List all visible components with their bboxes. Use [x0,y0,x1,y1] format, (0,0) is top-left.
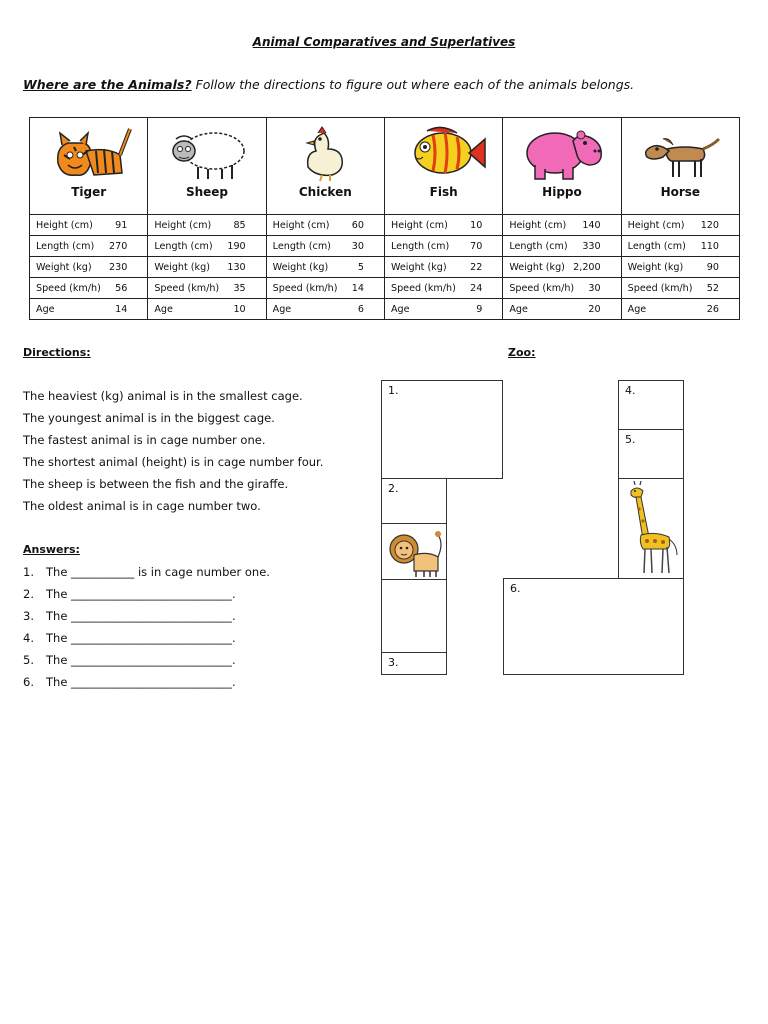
cage-2 [381,478,447,524]
lion-cage [381,523,447,580]
stat-label: Weight (kg) [509,261,565,273]
giraffe-cage [618,478,684,579]
answer-number: 1. [23,565,34,579]
stat-cell [148,278,266,299]
stat-label: Height (cm) [36,219,93,231]
stat-value: 14 [351,282,364,294]
answer-line [23,609,236,623]
animal-name: Fish [429,185,458,199]
cage-number: 4. [625,384,636,397]
stat-cell [266,257,384,278]
cage-3 [381,652,447,675]
zoo-heading: Zoo: [508,346,536,359]
answer-text: The ____________________________. [46,631,236,645]
stat-value: 20 [588,303,601,315]
stat-cell [266,278,384,299]
stat-cell [384,257,502,278]
stat-value: 230 [109,261,128,273]
stat-label: Speed (km/h) [627,282,693,294]
chicken-icon [282,121,368,183]
stat-label: Age [390,303,410,315]
answer-line [23,675,236,689]
page-title: Animal Comparatives and Superlatives [252,35,516,49]
stat-value: 91 [115,219,128,231]
stat-value: 14 [115,303,128,315]
stat-cell [384,215,502,236]
answer-number: 5. [23,653,34,667]
stat-value: 6 [357,303,364,315]
stat-value: 60 [351,219,364,231]
direction-line: The fastest animal is in cage number one. [23,433,266,447]
stat-label: Speed (km/h) [154,282,220,294]
stat-label: Speed (km/h) [36,282,101,294]
stat-value: 130 [227,261,246,273]
lion-icon [384,525,446,579]
stat-cell [30,278,148,299]
stat-cell [148,236,266,257]
stat-cell [621,257,739,278]
stat-value: 56 [115,282,128,294]
stat-cell [621,215,739,236]
stat-value: 26 [706,303,719,315]
horse-icon [637,121,723,183]
stat-label: Length (cm) [154,240,213,252]
stat-label: Height (cm) [509,219,567,231]
stat-cell [503,278,621,299]
stat-value: 30 [588,282,601,294]
stat-cell [148,257,266,278]
stat-cell [384,236,502,257]
cage-6 [503,578,684,675]
tiger-icon [46,121,132,183]
stat-label: Age [509,303,528,315]
stat-cell [148,299,266,320]
age-row [30,299,740,320]
direction-line: The sheep is between the fish and the giraffe. [23,477,289,491]
cage-number: 6. [510,582,521,595]
stat-cell [30,215,148,236]
stat-cell [266,236,384,257]
stat-value: 70 [470,240,483,252]
stat-label: Age [627,303,647,315]
stat-value: 10 [470,219,483,231]
stat-value: 24 [470,282,483,294]
stat-label: Age [36,303,55,315]
stat-value: 30 [351,240,364,252]
animal-name: Horse [660,185,701,199]
stat-value: 270 [109,240,128,252]
empty-cage [381,579,447,653]
sheep-icon [164,121,250,183]
weight-row [30,257,740,278]
answer-line [23,653,236,667]
stat-cell [621,299,739,320]
animal-header-row [30,118,740,215]
height-row [30,215,740,236]
stat-cell [148,215,266,236]
answer-number: 3. [23,609,34,623]
stat-label: Length (cm) [509,240,568,252]
answer-text: The ____________________________. [46,675,236,689]
answer-number: 2. [23,587,34,601]
stat-cell [384,278,502,299]
cage-number: 5. [625,433,636,446]
cage-number: 3. [388,656,399,669]
stat-cell [503,236,621,257]
stat-label: Weight (kg) [154,261,210,273]
stat-cell [266,215,384,236]
stat-label: Height (cm) [390,219,448,231]
animal-name: Chicken [298,185,352,199]
stat-label: Speed (km/h) [390,282,456,294]
answer-text: The ____________________________. [46,609,236,623]
stat-label: Height (cm) [272,219,330,231]
cage-number: 2. [388,482,399,495]
hippo-icon [519,121,605,183]
animal-name: Sheep [185,185,229,199]
cage-5 [618,429,684,479]
stat-cell [621,278,739,299]
stat-label: Speed (km/h) [509,282,575,294]
animal-table [29,117,740,320]
direction-line: The youngest animal is in the biggest cage. [23,411,275,425]
direction-line: The heaviest (kg) animal is in the smallest cage. [23,389,303,403]
answer-line [23,565,270,579]
stat-label: Weight (kg) [390,261,447,273]
answers-heading: Answers: [23,543,80,556]
stat-cell [503,257,621,278]
answer-number: 4. [23,631,34,645]
animal-name: Hippo [542,185,582,199]
stat-label: Weight (kg) [272,261,329,273]
stat-cell [503,299,621,320]
intro-body: Follow the directions to figure out where each of the animals belongs. [191,77,635,92]
stat-cell [30,236,148,257]
stat-value: 190 [227,240,246,252]
cage-4 [618,380,684,430]
fish-icon [401,121,487,183]
answer-line [23,587,236,601]
stat-cell [384,299,502,320]
giraffe-icon [621,481,681,577]
stat-value: 52 [706,282,719,294]
stat-value: 90 [706,261,719,273]
stat-label: Weight (kg) [36,261,92,273]
stat-label: Weight (kg) [627,261,684,273]
stat-cell [503,215,621,236]
stat-cell [30,257,148,278]
stat-label: Length (cm) [272,240,331,252]
answer-number: 6. [23,675,34,689]
stat-value: 35 [233,282,246,294]
answer-text: The ___________ is in cage number one. [46,565,270,579]
length-row [30,236,740,257]
stat-label: Height (cm) [154,219,212,231]
cage-1 [381,380,503,479]
animal-cell-horse [621,118,739,215]
answer-line [23,631,236,645]
stat-cell [30,299,148,320]
stat-value: 110 [700,240,719,252]
stat-label: Age [272,303,292,315]
cage-number: 1. [388,384,399,397]
stat-value: 10 [233,303,246,315]
animal-name: Tiger [71,185,107,199]
animal-cell-tiger [30,118,148,215]
intro-text [23,77,634,92]
direction-line: The shortest animal (height) is in cage number four. [23,455,324,469]
stat-label: Length (cm) [36,240,95,252]
stat-cell [266,299,384,320]
intro-lead: Where are the Animals? [23,77,192,92]
animal-cell-sheep [148,118,266,215]
animal-cell-fish [384,118,502,215]
stat-label: Height (cm) [627,219,685,231]
stat-cell [621,236,739,257]
stat-value: 22 [470,261,483,273]
stat-value: 2,200 [573,261,601,273]
stat-value: 85 [233,219,246,231]
answer-text: The ____________________________. [46,653,236,667]
stat-value: 5 [357,261,364,273]
direction-line: The oldest animal is in cage number two. [23,499,261,513]
stat-value: 120 [700,219,719,231]
speed-row [30,278,740,299]
directions-heading: Directions: [23,346,91,359]
stat-value: 9 [476,303,483,315]
stat-label: Speed (km/h) [272,282,338,294]
animal-cell-chicken [266,118,384,215]
answer-text: The ____________________________. [46,587,236,601]
stat-value: 330 [582,240,601,252]
stat-label: Length (cm) [390,240,450,252]
animal-cell-hippo [503,118,621,215]
stat-label: Length (cm) [627,240,686,252]
stat-label: Age [154,303,173,315]
stat-value: 140 [582,219,601,231]
